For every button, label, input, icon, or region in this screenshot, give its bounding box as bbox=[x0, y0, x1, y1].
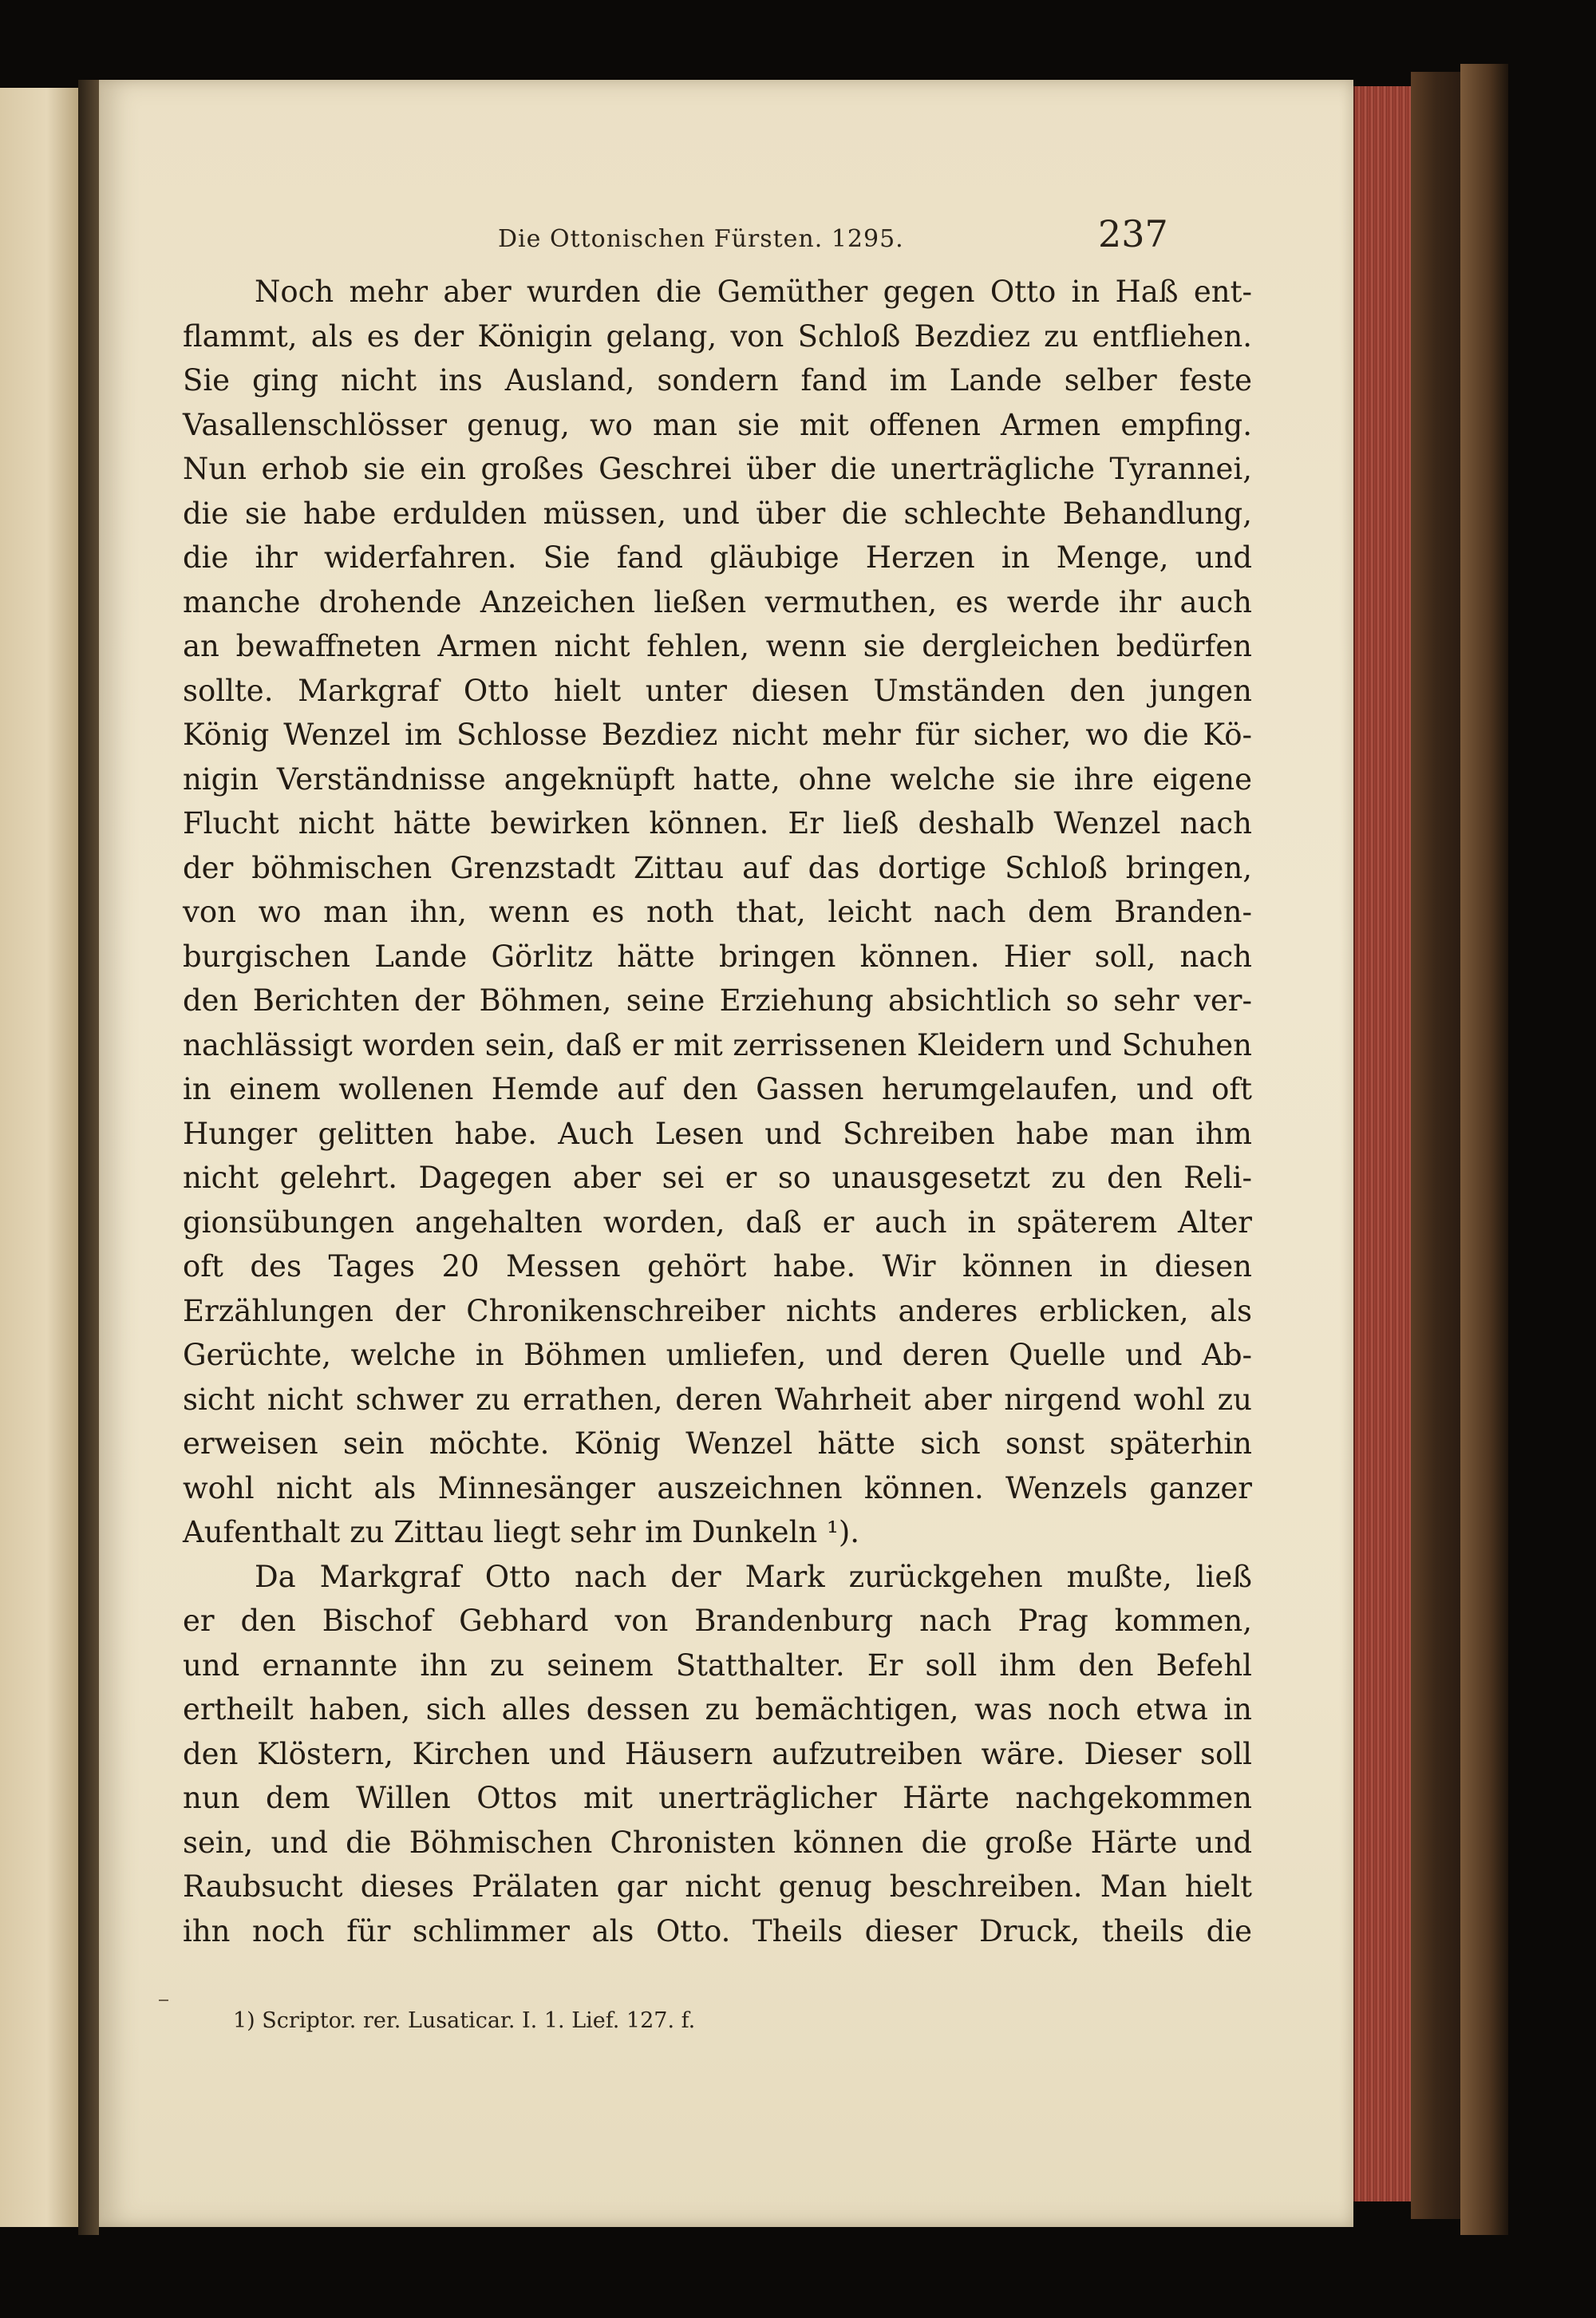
text-line: oft des Tages 20 Messen gehört habe. Wir können in diesen bbox=[183, 1249, 1252, 1284]
text-line: burgischen Lande Görlitz hätte bringen können. Hier soll, nach bbox=[183, 939, 1252, 974]
running-head: Die Ottonischen Fürsten. 1295. bbox=[498, 225, 904, 253]
book-block-shadow bbox=[1411, 72, 1460, 2219]
text-line: manche drohende Anzeichen ließen vermuthen, es werde ihr auch bbox=[183, 584, 1252, 619]
text-line: nun dem Willen Ottos mit unerträglicher Härte nachgekommen bbox=[183, 1781, 1252, 1815]
text-line: Erzählungen der Chronikenschreiber nichts anderes erblicken, als bbox=[183, 1293, 1252, 1328]
text-line: Noch mehr aber wurden die Gemüther gegen Otto in Haß ent- bbox=[255, 275, 1252, 309]
text-line: den Klöstern, Kirchen und Häusern aufzutreiben wäre. Dieser soll bbox=[183, 1736, 1252, 1771]
text-line: ihn noch für schlimmer als Otto. Theils dieser Druck, theils die bbox=[183, 1913, 1252, 1948]
previous-page-edge bbox=[0, 88, 81, 2227]
book-cover-edge bbox=[1460, 64, 1508, 2235]
red-page-edges bbox=[1353, 86, 1412, 2201]
text-line: sicht nicht schwer zu errathen, deren Wahrheit aber nirgend wohl zu bbox=[183, 1382, 1252, 1417]
gutter-shadow bbox=[78, 80, 99, 2235]
text-line: und ernannte ihn zu seinem Statthalter. Er soll ihm den Befehl bbox=[183, 1648, 1252, 1683]
page-number: 237 bbox=[1098, 212, 1168, 255]
text-line: Vasallenschlösser genug, wo man sie mit offenen Armen empfing. bbox=[183, 407, 1252, 442]
text-line: die sie habe erdulden müssen, und über die schlechte Behandlung, bbox=[183, 496, 1252, 531]
text-line: nicht gelehrt. Dagegen aber sei er so unausgesetzt zu den Reli- bbox=[183, 1161, 1252, 1195]
text-line: die ihr widerfahren. Sie fand gläubige Herzen in Menge, und bbox=[183, 540, 1252, 575]
text-line: sollte. Markgraf Otto hielt unter diesen Umständen den jungen bbox=[183, 673, 1252, 708]
footnote: 1) Scriptor. rer. Lusaticar. I. 1. Lief. 127. f. bbox=[233, 2008, 696, 2033]
text-line: den Berichten der Böhmen, seine Erziehung absichtlich so sehr ver- bbox=[183, 983, 1252, 1018]
text-line: nachlässigt worden sein, daß er mit zerrissenen Kleidern und Schuhen bbox=[183, 1027, 1252, 1062]
page-header bbox=[99, 208, 1353, 255]
text-line: Hunger gelitten habe. Auch Lesen und Schreiben habe man ihm bbox=[183, 1116, 1252, 1151]
text-line: Aufenthalt zu Zittau liegt sehr im Dunkeln ¹). bbox=[183, 1515, 860, 1549]
text-line: Da Markgraf Otto nach der Mark zurückgehen mußte, ließ bbox=[255, 1559, 1252, 1594]
text-line: ertheilt haben, sich alles dessen zu bemächtigen, was noch etwa in bbox=[183, 1692, 1252, 1727]
text-line: König Wenzel im Schlosse Bezdiez nicht mehr für sicher, wo die Kö- bbox=[183, 718, 1252, 752]
book-page bbox=[99, 80, 1353, 2227]
text-line: Raubsucht dieses Prälaten gar nicht genug beschreiben. Man hielt bbox=[183, 1869, 1252, 1904]
text-line: sein, und die Böhmischen Chronisten können die große Härte und bbox=[183, 1825, 1252, 1860]
text-line: Flucht nicht hätte bewirken können. Er ließ deshalb Wenzel nach bbox=[183, 806, 1252, 841]
text-line: in einem wollenen Hemde auf den Gassen herumgelaufen, und oft bbox=[183, 1072, 1252, 1106]
text-line: nigin Verständnisse angeknüpft hatte, ohne welche sie ihre eigene bbox=[183, 761, 1252, 797]
text-line: von wo man ihn, wenn es noth that, leicht nach dem Branden- bbox=[183, 895, 1252, 929]
text-line: flammt, als es der Königin gelang, von Schloß Bezdiez zu entfliehen. bbox=[183, 318, 1252, 354]
text-line: Sie ging nicht ins Ausland, sondern fand im Lande selber feste bbox=[183, 363, 1252, 398]
text-line: der böhmischen Grenzstadt Zittau auf das dortige Schloß bringen, bbox=[183, 850, 1252, 885]
text-line: Nun erhob sie ein großes Geschrei über die unerträgliche Tyrannei, bbox=[183, 452, 1252, 486]
text-line: Gerüchte, welche in Böhmen umliefen, und deren Quelle und Ab- bbox=[183, 1338, 1252, 1372]
text-line: an bewaffneten Armen nicht fehlen, wenn sie dergleichen bedürfen bbox=[183, 629, 1252, 663]
text-line: wohl nicht als Minnesänger auszeichnen können. Wenzels ganzer bbox=[183, 1470, 1252, 1505]
text-line: gionsübungen angehalten worden, daß er auch in späterem Alter bbox=[183, 1204, 1252, 1240]
body-text bbox=[183, 270, 1252, 1953]
text-line: er den Bischof Gebhard von Brandenburg nach Prag kommen, bbox=[183, 1604, 1252, 1638]
text-line: erweisen sein möchte. König Wenzel hätte sich sonst späterhin bbox=[183, 1426, 1252, 1461]
footnote-mark bbox=[159, 2000, 168, 2001]
